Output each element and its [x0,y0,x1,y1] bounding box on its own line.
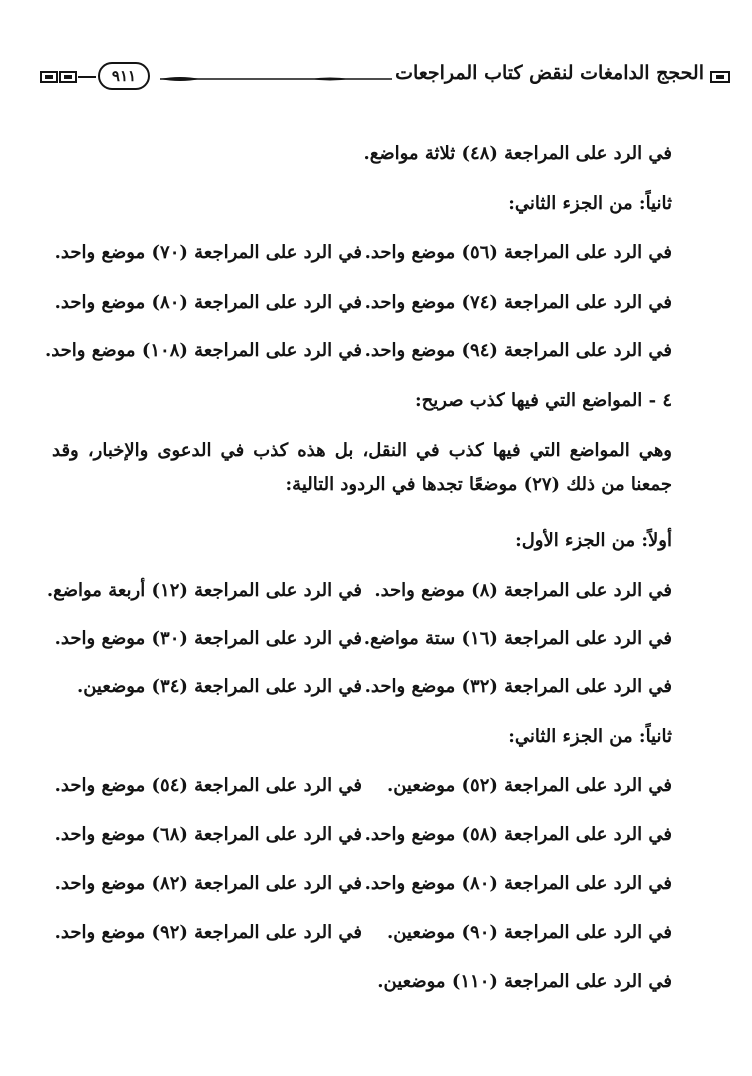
final-line: في الرد على المراجعة (١١٠) موضعين. [377,971,672,992]
header-ornament-icon [40,70,96,84]
list-item [54,824,672,854]
list-item-text: في الرد على المراجعة (٥٢) موضعين. [386,775,672,796]
part-one-heading: أولاً: من الجزء الأول: [515,530,672,551]
list-item-text: في الرد على المراجعة (٧٠) موضع واحد. [54,242,362,263]
part-two-heading: ثانياً: من الجزء الثاني: [508,726,672,747]
list-item [54,292,672,322]
list-item-text: في الرد على المراجعة (١٦) ستة مواضع. [363,628,672,649]
section-heading: ٤ - المواضع التي فيها كذب صريح: [415,390,672,411]
list-item-text: في الرد على المراجعة (٨٠) موضع واحد. [364,873,672,894]
list-item [54,922,672,952]
list-item-text: في الرد على المراجعة (٩٢) موضع واحد. [54,922,362,943]
list-item [46,580,672,610]
list-item [54,628,672,658]
list-item-text: في الرد على المراجعة (٩٤) موضع واحد. [364,340,672,361]
list-item-text: في الرد على المراجعة (٧٤) موضع واحد. [364,292,672,313]
list-item-text: في الرد على المراجعة (٨٢) موضع واحد. [54,873,362,894]
list-item-text: في الرد على المراجعة (٨٠) موضع واحد. [54,292,362,313]
body-paragraph: وهي المواضع التي فيها كذب في النقل، بل هذه كذب في الدعوى والإخبار، وقد جمعنا من ذلك (٢٧) موضعًا تجدها في الردود التالية: [52,440,672,495]
list-item-text: في الرد على المراجعة (٣٤) موضعين. [76,676,362,697]
list-item-text: في الرد على المراجعة (٩٠) موضعين. [386,922,672,943]
list-item-text: في الرد على المراجعة (١٠٨) موضع واحد. [44,340,362,361]
list-item-text: في الرد على المراجعة (٨) موضع واحد. [374,580,672,601]
list-item [44,340,672,370]
list-item-text: في الرد على المراجعة (٦٨) موضع واحد. [54,824,362,845]
list-item [54,242,672,272]
list-item-text: في الرد على المراجعة (٣٢) موضع واحد. [364,676,672,697]
list-item-text: في الرد على المراجعة (٥٤) موضع واحد. [54,775,362,796]
intro-line: في الرد على المراجعة (٤٨) ثلاثة مواضع. [363,143,672,164]
part-two-heading: ثانياً: من الجزء الثاني: [508,193,672,214]
header-ornament-icon [710,70,730,84]
list-item-text: في الرد على المراجعة (١٢) أربعة مواضع. [46,580,362,601]
decorative-rule-icon [160,75,392,83]
list-item-text: في الرد على المراجعة (٥٨) موضع واحد. [364,824,672,845]
book-title: الحجج الدامغات لنقض كتاب المراجعات [395,62,704,84]
list-item [54,775,672,805]
list-item-text: في الرد على المراجعة (٣٠) موضع واحد. [54,628,362,649]
page-header [40,58,730,98]
list-item [76,676,672,706]
list-item-text: في الرد على المراجعة (٥٦) موضع واحد. [364,242,672,263]
list-item [54,873,672,903]
page-number: ٩١١ [98,62,150,90]
